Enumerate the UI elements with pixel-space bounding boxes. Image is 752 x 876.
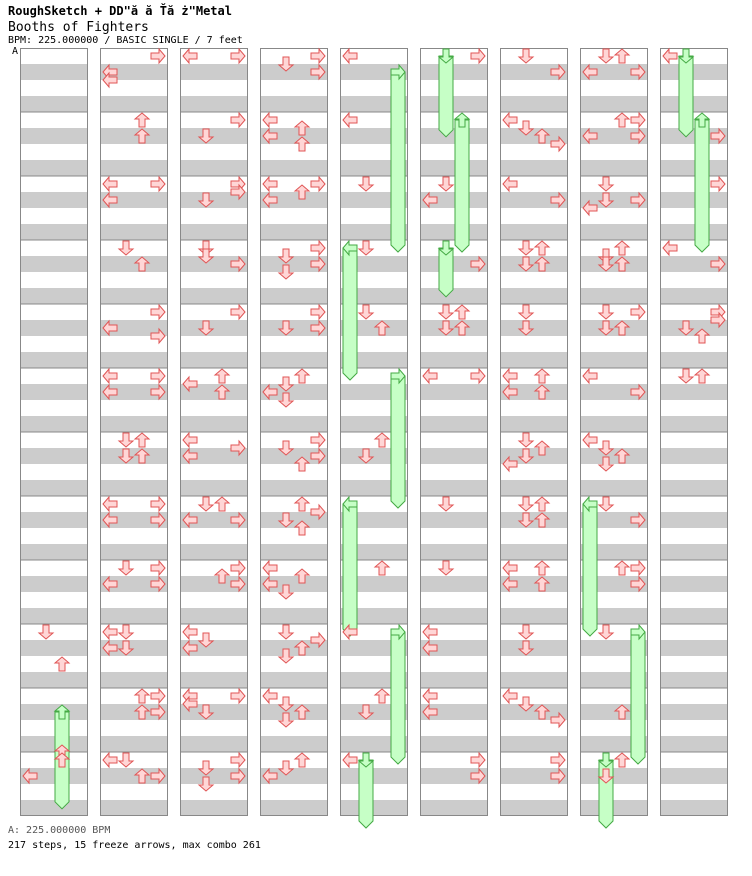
step-summary: 217 steps, 15 freeze arrows, max combo 261 bbox=[8, 840, 261, 851]
freeze-arrow-down bbox=[679, 56, 693, 137]
chart-column bbox=[660, 48, 728, 816]
freeze-arrow-down bbox=[359, 760, 373, 828]
bpm-difficulty-line: BPM: 225.000000 / BASIC SINGLE / 7 feet bbox=[8, 35, 243, 46]
chart-column bbox=[420, 48, 488, 816]
freeze-arrow-left bbox=[343, 504, 357, 636]
freeze-arrow-right bbox=[391, 376, 405, 508]
chart-title: RoughSketch + DD"ă ă Ťă ż"Metal bbox=[8, 4, 232, 18]
bpm-note: A: 225.000000 BPM bbox=[8, 825, 111, 836]
columns-layer bbox=[20, 48, 728, 816]
freeze-arrow-left bbox=[583, 504, 597, 636]
song-title: Booths of Fighters bbox=[8, 20, 149, 35]
chart-column bbox=[260, 48, 328, 816]
bpm-marker-label: A bbox=[12, 46, 19, 57]
freeze-arrow-right bbox=[391, 632, 405, 764]
freeze-arrow-up bbox=[695, 120, 709, 252]
chart-column bbox=[20, 48, 88, 816]
freeze-arrow-up bbox=[455, 120, 469, 252]
freeze-arrow-right bbox=[391, 72, 405, 252]
freeze-arrow-right bbox=[631, 632, 645, 764]
freeze-arrow-left bbox=[343, 248, 357, 380]
chart-column bbox=[500, 48, 568, 816]
chart-column bbox=[100, 48, 168, 816]
freeze-arrow-down bbox=[439, 56, 453, 137]
